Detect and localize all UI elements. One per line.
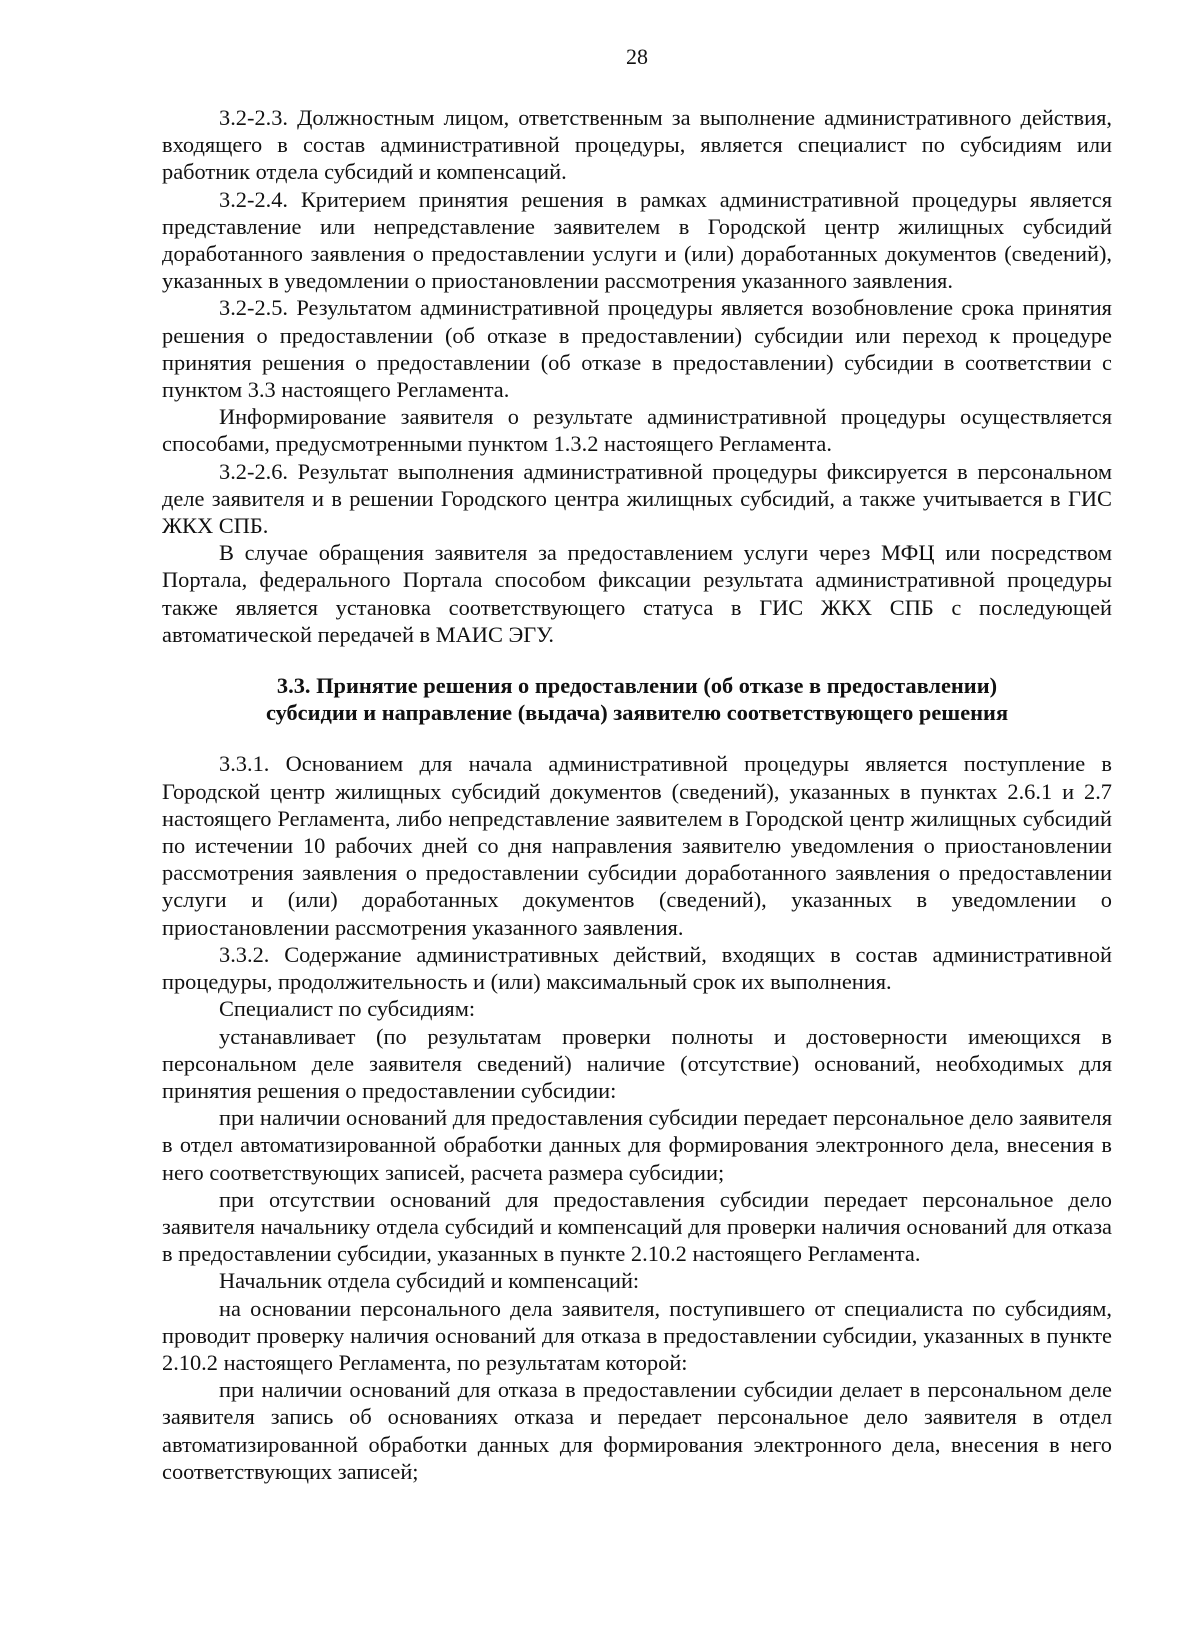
paragraph-3-3-1: 3.3.1. Основанием для начала административной процедуры является поступление в Городской центр жилищных субсидий документов (сведений), указанных в пунктах 2.6.1 и 2.7 настоящего Регламента, либо непредставление заявителем в Городской центр жилищных субсидий по истечении 10 рабочих дней со дня направления заявителю уведомления о приостановлении рассмотрения заявления о предоставлении субсидии доработанного заявления о предоставлении услуги и (или) доработанных документов (сведений), указанных в уведомлении о приостановлении рассмотрения указанного заявления. (162, 751, 1112, 940)
paragraph-specialist: Специалист по субсидиям: (219, 996, 476, 1022)
section-heading-line-2: субсидии и направление (выдача) заявителю соответствующего решения (265, 700, 1009, 726)
paragraph-3-2-2-6: 3.2-2.6. Результат выполнения административной процедуры фиксируется в персональном деле заявителя и в решении Городского центра жилищных субсидий, а также учитывается в ГИС ЖКХ СПБ. (162, 458, 1112, 539)
paragraph-3-3-2: 3.3.2. Содержание административных действий, входящих в состав административной процедуры, продолжительность и (или) максимальный срок их выполнения. (162, 941, 1112, 995)
paragraph-based-on-file: на основании персонального дела заявителя, поступившего от специалиста по субсидиям, проводит проверку наличия оснований для отказа в предоставлении субсидии, указанных в пункте 2.10.2 настоящего Регламента, по результатам которой: (162, 1295, 1112, 1375)
paragraph-department-head: Начальник отдела субсидий и компенсаций: (219, 1268, 640, 1294)
paragraph-establishes: устанавливает (по результатам проверки полноты и достоверности имеющихся в персональном деле заявителя сведений) наличие (отсутствие) оснований, необходимых для принятия решения о предоставлении субсидии: (162, 1023, 1112, 1103)
paragraph-mfc-portal: В случае обращения заявителя за предоставлением услуги через МФЦ или посредством Портала, федерального Портала способом фиксации результата административной процедуры также является установка соответствующего статуса в ГИС ЖКХ СПБ с последующей автоматической передачей в МАИС ЭГУ. (162, 540, 1112, 647)
paragraph-grounds-absent: при отсутствии оснований для предоставления субсидии передает персональное дело заявителя начальнику отдела субсидий и компенсаций для проверки наличия оснований для отказа в предоставлении субсидии, указанных в пункте 2.10.2 настоящего Регламента. (162, 1186, 1112, 1267)
paragraph-informing: Информирование заявителя о результате административной процедуры осуществляется способами, предусмотренными пунктом 1.3.2 настоящего Регламента. (162, 404, 1112, 457)
section-heading-3-3 (162, 672, 1112, 726)
paragraph-3-2-2-5: 3.2-2.5. Результатом административной процедуры является возобновление срока принятия решения о предоставлении (об отказе в предоставлении) субсидии или переход к процедуре принятия решения о предоставлении (об отказе в предоставлении) субсидии в соответствии с пунктом 3.3 настоящего Регламента. (162, 295, 1112, 403)
section-heading-line-1: 3.3. Принятие решения о предоставлении (об отказе в предоставлении) (276, 673, 998, 699)
paragraph-3-2-2-3: 3.2-2.3. Должностным лицом, ответственным за выполнение административного действия, входящего в состав административной процедуры, является специалист по субсидиям или работник отдела субсидий и компенсаций. (162, 105, 1112, 185)
paragraph-refusal-grounds: при наличии оснований для отказа в предоставлении субсидии делает в персональном деле заявителя запись об основаниях отказа и передает персональное дело заявителя в отдел автоматизированной обработки данных для формирования электронного дела, внесения в него соответствующих записей; (162, 1377, 1112, 1484)
page-number: 28 (626, 44, 648, 69)
document-body (162, 104, 1112, 1485)
paragraph-grounds-present: при наличии оснований для предоставления субсидии передает персональное дело заявителя в отдел автоматизированной обработки данных для формирования электронного дела, внесения в него соответствующих записей, расчета размера субсидии; (162, 1105, 1112, 1185)
paragraph-3-2-2-4: 3.2-2.4. Критерием принятия решения в рамках административной процедуры является представление или непредставление заявителем в Городской центр жилищных субсидий доработанного заявления о предоставлении услуги и (или) доработанных документов (сведений), указанных в уведомлении о приостановлении рассмотрения указанного заявления. (162, 186, 1112, 294)
